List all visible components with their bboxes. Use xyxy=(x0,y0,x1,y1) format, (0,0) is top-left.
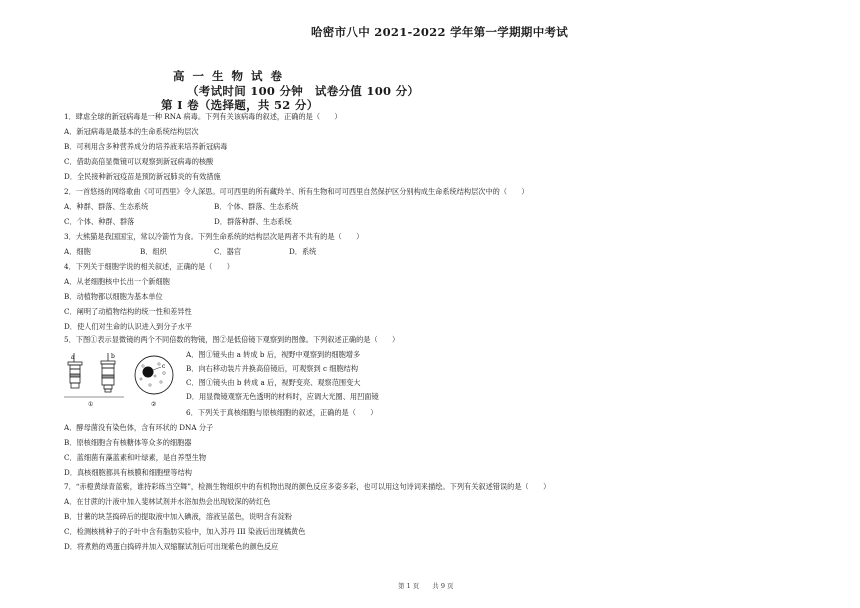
question-4-option-d: D．使人们对生命的认识进入到分子水平 xyxy=(64,322,192,331)
figure-label-c: c xyxy=(162,363,166,370)
question-5-option-a: A．图①镜头由 a 转成 b 后，视野中观察到的细胞增多 xyxy=(186,350,361,359)
question-2-option-a: A．种群、群落、生态系统 xyxy=(64,202,149,211)
question-2-option-c: C．个体、种群、群落 xyxy=(64,217,135,226)
question-6-option-b: B．原核细胞含有核糖体等众多的细胞器 xyxy=(64,438,192,447)
question-7-option-c: C．检测核桃种子的子叶中含有脂肪实验中，加入苏丹 III 染液后出现橘黄色 xyxy=(64,527,306,536)
question-4-stem: 4．下列关于细胞学说的相关叙述，正确的是（ ） xyxy=(64,262,234,271)
question-2-stem: 2．一首悠扬的网络歌曲《可可西里》令人深思。可可西里的所有藏羚羊、所有生物和可可西里自然保护区分别构成生命系统结构层次中的（ ） xyxy=(64,187,529,196)
page-number: 第 1 页 共 9 页 xyxy=(398,582,454,590)
question-6-stem: 6．下列关于真核细胞与原核细胞的叙述，正确的是（ ） xyxy=(186,408,378,417)
question-1-stem: 1．肆虐全球的新冠病毒是一种 RNA 病毒。下列有关该病毒的叙述，正确的是（ ） xyxy=(64,112,342,121)
question-1-option-a: A．新冠病毒是最基本的生命系统结构层次 xyxy=(64,127,199,136)
question-5-stem: 5．下图①表示显微镜的两个不同倍数的物镜，图②是低倍镜下观察到的图像。下列叙述正确的是（ ） xyxy=(64,335,400,344)
subject-title: 高 一 生 物 试 卷 xyxy=(173,69,285,83)
question-3-option-b: B．组织 xyxy=(140,247,167,256)
question-3-option-a: A．细胞 xyxy=(64,247,91,256)
question-7-option-d: D．将煮熟的鸡蛋白捣碎并加入双缩脲试剂后可出现紫色的颜色反应 xyxy=(64,542,279,551)
question-6-option-c: C．蓝细菌有藻蓝素和叶绿素，是自养型生物 xyxy=(64,453,207,462)
question-3-option-c: C．器官 xyxy=(214,247,242,256)
question-6-option-d: D．真核细胞都具有核膜和细胞壁等结构 xyxy=(64,468,192,477)
question-5-option-b: B．向右移动装片并换高倍镜后，可观察到 c 细胞结构 xyxy=(186,364,359,373)
microscope-figure xyxy=(58,351,188,409)
question-2-option-b: B．个体、群落、生态系统 xyxy=(214,202,299,211)
question-4-option-a: A．从老细胞核中长出一个新细胞 xyxy=(64,277,170,286)
figure-caption-1: ① xyxy=(88,401,94,408)
figure-label-b: b xyxy=(111,353,115,360)
field-of-view-icon xyxy=(135,356,173,394)
exam-info: （考试时间 100 分钟 试卷分值 100 分） xyxy=(187,84,420,98)
question-1-option-d: D．全民接种新冠疫苗是预防新冠肺炎的有效措施 xyxy=(64,172,221,181)
question-7-option-a: A．在甘蔗的汁液中加入斐林试剂并水浴加热会出现较深的砖红色 xyxy=(64,497,271,506)
figure-label-a: a xyxy=(71,354,75,361)
question-3-stem: 3．大熊猫是我国国宝，常以冷箭竹为食。下列生命系统的结构层次是两者不共有的是（ ） xyxy=(64,232,364,241)
question-5-option-c: C．图①镜头由 b 转成 a 后，视野变亮、观察范围变大 xyxy=(186,378,361,387)
question-5-option-d: D．用显微镜观察无色透明的材料时，应调大光圈、用凹面镜 xyxy=(186,392,379,401)
figure-caption-2: ② xyxy=(151,401,157,408)
question-6-option-a: A．酵母菌没有染色体，含有环状的 DNA 分子 xyxy=(64,423,214,432)
question-2-option-d: D．群落种群、生态系统 xyxy=(214,217,292,226)
question-3-option-d: D．系统 xyxy=(289,247,317,256)
question-4-option-b: B．动植物都以细胞为基本单位 xyxy=(64,292,163,301)
question-7-stem: 7．“赤橙黄绿青蓝紫，谁持彩练当空舞”，检测生物组织中的有机物出现的颜色反应多姿多彩，也可以用这句诗词来描绘。下列有关叙述错误的是（ ） xyxy=(64,482,551,491)
question-7-option-b: B．甘薯的块茎捣碎后的提取液中加入碘液，溶液呈蓝色，说明含有淀粉 xyxy=(64,512,293,521)
question-1-option-c: C．借助高倍显微镜可以观察到新冠病毒的核酸 xyxy=(64,157,214,166)
exam-title: 哈密市八中 2021-2022 学年第一学期期中考试 xyxy=(311,25,569,39)
question-4-option-c: C．阐明了动植物结构的统一性和差异性 xyxy=(64,307,192,316)
question-1-option-b: B．可利用含多种营养成分的培养液来培养新冠病毒 xyxy=(64,142,228,151)
section-title: 第 I 卷（选择题，共 52 分） xyxy=(161,98,319,112)
